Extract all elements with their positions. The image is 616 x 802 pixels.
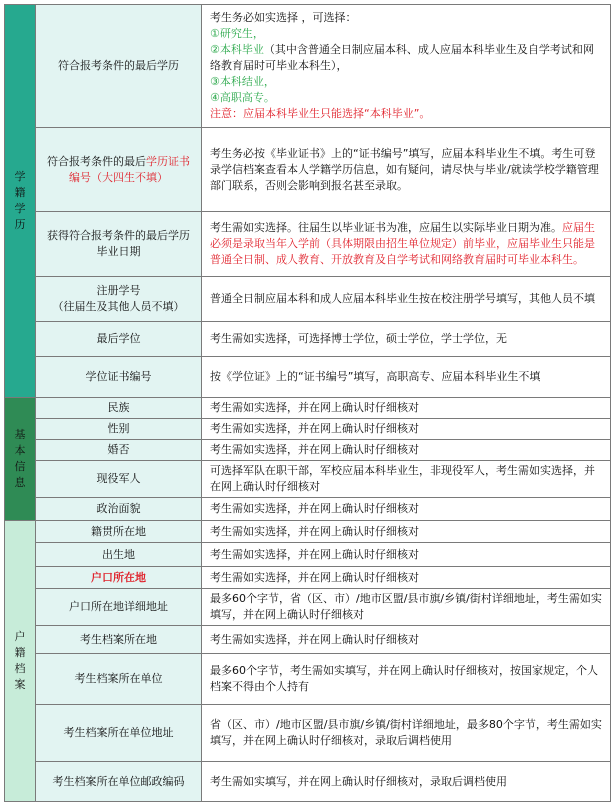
registration-guide-table	[4, 4, 611, 802]
field-label: 性别	[36, 419, 202, 440]
table-row	[5, 128, 611, 212]
table-row	[5, 705, 611, 762]
category-basic: 基 本 信 息	[5, 398, 36, 521]
field-label: 考生档案所在单位	[36, 654, 202, 705]
field-description: 省（区、市）/地市区盟/县市旗/乡镇/街村详细地址，最多80个字节，考生需如实填写，并在网上确认时仔细核对，录取后调档使用	[202, 705, 611, 762]
field-label: 注册学号 （往届生及其他人员不填）	[36, 277, 202, 322]
table-row	[5, 5, 611, 128]
field-description: 考生务必按《毕业证书》上的“证书编号”填写，应届本科毕业生不填。考生可登录学信档案查看本人学籍学历信息，如有疑问，请尽快与毕业/就读学校学籍管理部门联系，否则会影响到报名甚至录取。	[202, 128, 611, 212]
table-row	[5, 212, 611, 277]
field-label: 政治面貌	[36, 498, 202, 521]
field-description: 考生需如实选择，并在网上确认时仔细核对	[202, 498, 611, 521]
field-description: 考生需如实选择。往届生以毕业证书为准，应届生以实际毕业日期为准。应届生必须是录取当年入学前（具体期限由招生单位规定）前毕业，应届毕业生只能是普通全日制、成人教育、开放教育及自学考试和网络教育届时可毕业本科生。	[202, 212, 611, 277]
field-description: 考生需如实选择，并在网上确认时仔细核对	[202, 521, 611, 543]
field-label: 符合报考条件的最后学历	[36, 5, 202, 128]
field-label: 最后学位	[36, 322, 202, 357]
field-label: 获得符合报考条件的最后学历毕业日期	[36, 212, 202, 277]
field-label: 出生地	[36, 543, 202, 567]
table-row	[5, 626, 611, 654]
table-row	[5, 461, 611, 498]
table-row	[5, 440, 611, 461]
field-label: 籍贯所在地	[36, 521, 202, 543]
table-row	[5, 762, 611, 802]
field-description: 考生需如实选择，并在网上确认时仔细核对	[202, 419, 611, 440]
table-row	[5, 498, 611, 521]
field-description: 可选择军队在职干部，军校应届本科毕业生，非现役军人，考生需如实选择，并在网上确认时仔细核对	[202, 461, 611, 498]
field-label: 符合报考条件的最后学历证书编号（大四生不填）	[36, 128, 202, 212]
field-label: 考生档案所在单位邮政编码	[36, 762, 202, 802]
field-label: 婚否	[36, 440, 202, 461]
table-row	[5, 521, 611, 543]
table-row	[5, 398, 611, 419]
field-label: 户口所在地详细地址	[36, 589, 202, 626]
field-description: 最多60个字节，省（区、市）/地市区盟/县市旗/乡镇/街村详细地址，考生需如实填写，并在网上确认时仔细核对	[202, 589, 611, 626]
field-label-hukou: 户口所在地	[36, 567, 202, 589]
field-description: 考生需如实选择，并在网上确认时仔细核对	[202, 440, 611, 461]
table-row	[5, 567, 611, 589]
table-row	[5, 277, 611, 322]
field-description: 考生需如实选择，并在网上确认时仔细核对	[202, 543, 611, 567]
field-description: 考生需如实选择，并在网上确认时仔细核对	[202, 398, 611, 419]
field-description: 考生需如实选择，可选择博士学位，硕士学位，学士学位，无	[202, 322, 611, 357]
category-education: 学 籍 学 历	[5, 5, 36, 398]
field-description: 最多60个字节，考生需如实填写，并在网上确认时仔细核对，按国家规定，个人档案不得由个人持有	[202, 654, 611, 705]
table-row	[5, 357, 611, 398]
field-label: 民族	[36, 398, 202, 419]
field-description: 考生需如实选择，并在网上确认时仔细核对	[202, 567, 611, 589]
table-row	[5, 654, 611, 705]
field-label: 现役军人	[36, 461, 202, 498]
category-household: 户 籍 档 案	[5, 521, 36, 802]
field-description: 考生需如实选择，并在网上确认时仔细核对	[202, 626, 611, 654]
field-label: 考生档案所在单位地址	[36, 705, 202, 762]
field-label: 考生档案所在地	[36, 626, 202, 654]
table-row	[5, 589, 611, 626]
field-description: 按《学位证》上的“证书编号”填写，高职高专、应届本科毕业生不填	[202, 357, 611, 398]
field-label: 学位证书编号	[36, 357, 202, 398]
field-description: 考生需如实填写，并在网上确认时仔细核对，录取后调档使用	[202, 762, 611, 802]
field-description: 考生务必如实选择 ，可选择： ①研究生， ②本科毕业（其中含普通全日制应届本科、成人应届本科毕业生及自学考试和网络教育届时可毕业本科生）， ③本科结业， ④高职高专。 注意：应届本科毕业生只能选择“本科毕业”。	[202, 5, 611, 128]
field-description: 普通全日制应届本科和成人应届本科毕业生按在校注册学号填写，其他人员不填	[202, 277, 611, 322]
table-row	[5, 322, 611, 357]
table-row	[5, 543, 611, 567]
table-row	[5, 419, 611, 440]
